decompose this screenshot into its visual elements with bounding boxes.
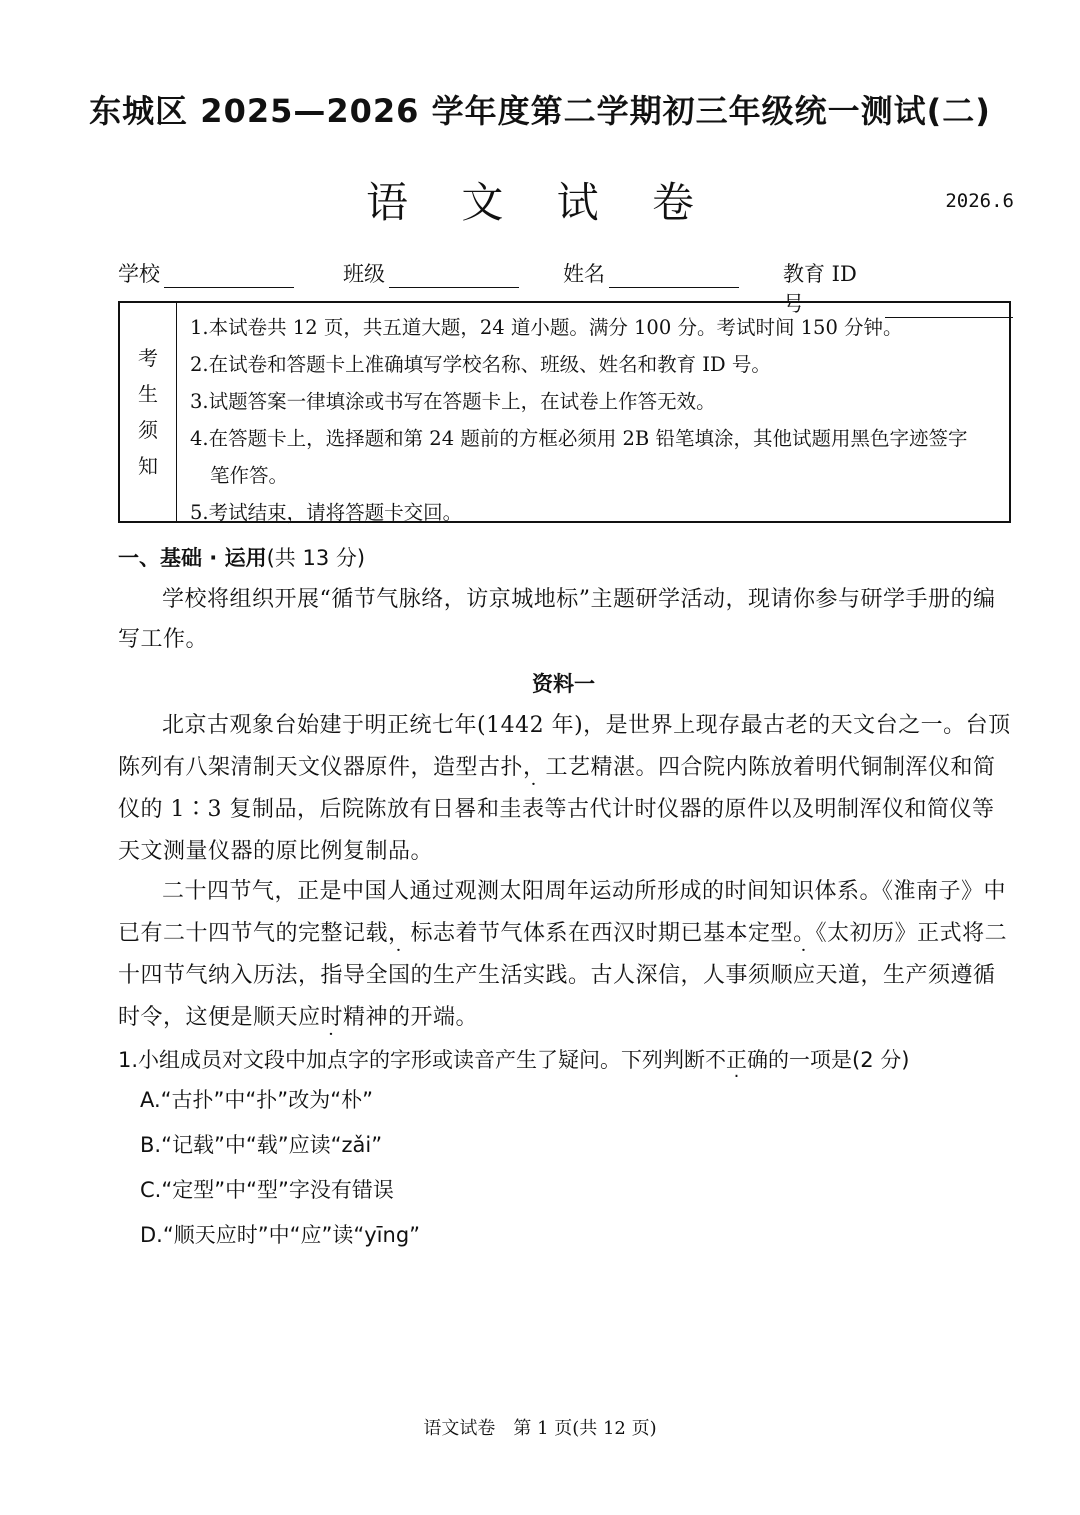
section-intro: 学校将组织开展“循节气脉络，访京城地标”主题研学活动，现请你参与研学手册的编写工作。 — [118, 587, 996, 652]
notice-label-char: 考 — [138, 346, 158, 370]
option-a[interactable]: A.“古扑”中“扑”改为“朴” — [140, 1088, 373, 1112]
paragraph-text: 时精神的开端。 — [320, 1005, 479, 1030]
notice-list — [190, 309, 1001, 531]
notice-item: 2.在试卷和答题卡上准确填写学校名称、班级、姓名和教育 ID 号。 — [190, 353, 771, 376]
section-score: (共 13 分) — [266, 546, 366, 570]
name-field[interactable] — [563, 258, 739, 288]
notice-label-char: 生 — [138, 382, 158, 406]
question-1-options — [140, 1078, 420, 1258]
class-blank[interactable] — [389, 261, 519, 288]
school-blank[interactable] — [164, 261, 294, 288]
notice-label — [120, 303, 177, 521]
notice-item: 4.在答题卡上，选择题和第 24 题前的方框必须用 2B 铅笔填涂，其他试题用黑色字迹签字 — [190, 427, 968, 450]
notice-label-char: 知 — [138, 454, 158, 478]
name-label: 姓名 — [563, 262, 605, 286]
question-text: 1.小组成员对文段中加点字的字形或读音产生了疑问。下列判断 — [118, 1048, 706, 1072]
material-paragraph-1 — [118, 705, 1013, 873]
notice-item: 3.试题答案一律填涂或书写在答题卡上，在试卷上作答无效。 — [190, 390, 716, 413]
material-paragraph-2 — [118, 871, 1013, 1039]
option-d[interactable]: D.“顺天应时”中“应”读“yīng” — [140, 1223, 421, 1247]
option-b[interactable]: B.“记载”中“载”应读“zǎi” — [140, 1133, 383, 1157]
student-info-row — [118, 258, 1013, 316]
exam-date: 2026.6 — [945, 190, 1014, 212]
section-heading — [118, 542, 365, 572]
school-label: 学校 — [118, 262, 160, 286]
section-title: 一、基础 · 运用 — [118, 546, 267, 570]
school-field[interactable] — [118, 258, 294, 288]
question-text: 的一项是(2 分) — [768, 1048, 910, 1072]
exam-subtitle: 语 文 试 卷 — [365, 178, 715, 227]
emphasis-text: 不正确 — [705, 1048, 769, 1072]
question-1-stem — [118, 1040, 1013, 1080]
exam-title: 东城区 2025—2026 学年度第二学期初三年级统一测试(二) — [89, 92, 991, 130]
notice-item-continuation: 笔作答。 — [210, 464, 289, 487]
paragraph-text: 北京古观象台始建于明正统七年(1442 年)，是世界上现存最古老的天文台之一。台顶陈列有八架清制天文仪器原件，造型古 — [118, 713, 1011, 780]
dotted-char: 载 — [365, 921, 389, 946]
notice-item: 5.考试结束，请将答题卡交回。 — [190, 501, 463, 524]
class-field[interactable] — [343, 258, 519, 288]
material-title: 资料一 — [532, 672, 595, 696]
paragraph-text: ，工艺精湛。四合院内陈放着明代铜制浑仪和简仪的 1∶3 复制品，后院陈放有日晷和圭表等古代计时仪器的原件以及明制浑仪和简仪等天文测量仪器的原比例复制品。 — [118, 755, 996, 864]
exam-notice-box — [118, 301, 1011, 523]
class-label: 班级 — [343, 262, 385, 286]
name-blank[interactable] — [609, 261, 739, 288]
notice-item: 1.本试卷共 12 页，共五道大题，24 道小题。满分 100 分。考试时间 150 分钟。 — [190, 316, 903, 339]
option-c[interactable]: C.“定型”中“型”字没有错误 — [140, 1178, 394, 1202]
dotted-char: 应 — [298, 1005, 321, 1030]
paragraph-text: 二十四节气，正是中国人通过观测太阳周年运动所形成的时间知识体系。《淮南子》中已有二十四节气的完整记 — [118, 879, 1007, 946]
id-label: 教育 ID 号 — [783, 262, 857, 316]
page-footer: 语文试卷 第 1 页(共 12 页) — [423, 1418, 657, 1439]
paragraph-text: 。《太初历》正式将二十四节气纳入历法，指导全国的生产生活实践。古人深信，人事须顺应天道，生产须遵循时令，这便是顺天 — [118, 921, 1008, 1030]
paragraph-text: ，标志着节气体系在西汉时期已基本定 — [388, 921, 771, 946]
notice-label-char: 须 — [138, 418, 158, 442]
dotted-char: 扑 — [500, 755, 524, 780]
dotted-char: 型 — [770, 921, 794, 946]
